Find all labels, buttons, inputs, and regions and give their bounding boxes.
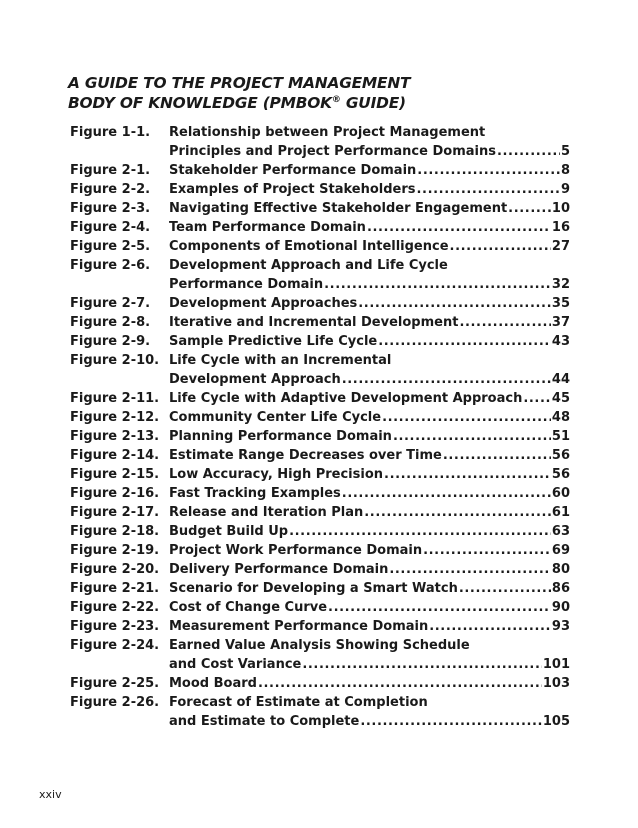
figure-page-number: 93 [551,619,570,634]
figure-title-line [169,655,570,674]
figure-label: Figure 2-2. [70,182,151,197]
figure-page-number: 51 [551,429,570,444]
dot-leader [302,655,542,674]
dot-leader [423,541,551,560]
figure-entry[interactable] [70,541,570,560]
figure-title: Project Work Performance Domain [169,543,423,558]
figure-title: Development Approach [169,372,341,387]
figure-entry[interactable] [70,560,570,579]
figure-title-line [169,484,570,503]
dot-leader [360,712,542,731]
figure-title-line [169,522,570,541]
figure-label: Figure 2-17. [70,505,160,520]
figure-label: Figure 2-26. [70,695,160,710]
page-number: xxiv [39,788,62,801]
figure-title: Community Center Life Cycle [169,410,382,425]
figure-title: Development Approaches [169,296,358,311]
figure-entry[interactable] [70,180,570,199]
dot-leader [328,598,551,617]
figure-label: Figure 2-5. [70,239,151,254]
figure-label: Figure 2-6. [70,258,151,273]
dot-leader [384,465,551,484]
figure-entry[interactable] [70,294,570,313]
figure-page-number: 45 [551,391,570,406]
heading-line-1: A GUIDE TO THE PROJECT MANAGEMENT [68,74,411,92]
figure-title: Forecast of Estimate at Completion [169,695,428,710]
figure-title: Navigating Effective Stakeholder Engagement [169,201,508,216]
figure-entry[interactable] [70,465,570,484]
section-heading [68,73,410,113]
dot-leader [459,579,551,598]
figure-entry[interactable] [70,389,570,408]
figure-entry[interactable] [70,598,570,617]
figure-title-line [169,598,570,617]
figure-title-line [169,503,570,522]
figure-title: Measurement Performance Domain [169,619,429,634]
figure-title: Sample Predictive Life Cycle [169,334,378,349]
figure-page-number: 56 [551,467,570,482]
figure-entry[interactable] [70,161,570,180]
figure-title: Principles and Project Performance Domains [169,144,496,159]
figure-label: Figure 2-8. [70,315,151,330]
figure-entry[interactable] [70,218,570,237]
figure-page-number: 48 [551,410,570,425]
figure-label: Figure 2-21. [70,581,160,596]
figure-entry[interactable] [70,408,570,427]
figure-entry[interactable] [70,123,570,161]
figure-title-line [169,579,570,598]
figure-page-number: 8 [560,163,570,178]
figure-page-number: 43 [551,334,570,349]
figure-label: Figure 2-19. [70,543,160,558]
figure-page-number: 35 [551,296,570,311]
figure-entry[interactable] [70,522,570,541]
figure-page-number: 80 [551,562,570,577]
dot-leader [459,313,550,332]
figure-title-line [169,294,570,313]
figure-title: Mood Board [169,676,257,691]
figure-title: Examples of Project Stakeholders [169,182,416,197]
dot-leader [389,560,551,579]
figure-label: Figure 1-1. [70,125,151,140]
dot-leader [450,237,551,256]
dot-leader [342,370,551,389]
figure-title: Planning Performance Domain [169,429,392,444]
figure-title-line [169,237,570,256]
figure-title: Cost of Change Curve [169,600,328,615]
figure-label: Figure 2-9. [70,334,151,349]
figure-page-number: 61 [551,505,570,520]
figure-title: Performance Domain [169,277,324,292]
figure-title-line [169,332,570,351]
figure-page-number: 44 [551,372,570,387]
figure-title: Life Cycle with an Incremental [169,353,392,368]
figure-label: Figure 2-11. [70,391,160,406]
figure-title-line [169,161,570,180]
dot-leader [382,408,551,427]
figure-title-line [169,674,570,693]
figure-title: Fast Tracking Examples [169,486,341,501]
figure-entry[interactable] [70,579,570,598]
figure-title: Development Approach and Life Cycle [169,258,448,273]
figure-title: Scenario for Developing a Smart Watch [169,581,458,596]
figure-label: Figure 2-15. [70,467,160,482]
figure-page-number: 37 [551,315,570,330]
figure-page-number: 103 [542,676,570,691]
figure-title-line [169,465,570,484]
figure-page-number: 5 [560,144,570,159]
figure-entry[interactable] [70,503,570,522]
figure-entry[interactable] [70,446,570,465]
figure-page-number: 32 [551,277,570,292]
figure-title-line [169,541,570,560]
figure-title: Release and Iteration Plan [169,505,364,520]
figure-label: Figure 2-24. [70,638,160,653]
figure-title-line [169,256,570,275]
dot-leader [417,161,560,180]
dot-leader [364,503,551,522]
figure-page-number: 63 [551,524,570,539]
figure-title: Earned Value Analysis Showing Schedule [169,638,470,653]
figure-title-line [169,693,570,712]
figure-page-number: 105 [542,714,570,729]
figure-label: Figure 2-3. [70,201,151,216]
figure-label: Figure 2-20. [70,562,160,577]
figure-entry[interactable] [70,674,570,693]
figure-page-number: 10 [551,201,570,216]
dot-leader [342,484,551,503]
figure-label: Figure 2-12. [70,410,160,425]
figure-title: Estimate Range Decreases over Time [169,448,442,463]
figure-title-line [169,636,570,655]
figure-label: Figure 2-18. [70,524,160,539]
figure-page-number: 9 [560,182,570,197]
dot-leader [393,427,551,446]
figure-title-line [169,123,570,142]
figure-entry[interactable] [70,484,570,503]
dot-leader [358,294,551,313]
figure-label: Figure 2-1. [70,163,151,178]
dot-leader [367,218,551,237]
figure-title: Delivery Performance Domain [169,562,389,577]
figure-title-line [169,370,570,389]
figure-title: Team Performance Domain [169,220,366,235]
figure-entry[interactable] [70,636,570,674]
heading-line-2 [68,93,410,113]
dot-leader [523,389,551,408]
dot-leader [429,617,551,636]
list-of-figures [70,123,570,731]
figure-entry[interactable] [70,693,570,731]
figure-label: Figure 2-4. [70,220,151,235]
figure-entry[interactable] [70,313,570,332]
figure-entry[interactable] [70,199,570,218]
dot-leader [497,142,560,161]
figure-title: Stakeholder Performance Domain [169,163,417,178]
dot-leader [508,199,551,218]
figure-title-line [169,408,570,427]
figure-title: Components of Emotional Intelligence [169,239,449,254]
figure-label: Figure 2-7. [70,296,151,311]
figure-entry[interactable] [70,332,570,351]
figure-title: Iterative and Incremental Development [169,315,459,330]
figure-title-line [169,199,570,218]
figure-page-number: 101 [542,657,570,672]
figure-title-line [169,275,570,294]
heading-line-2-suffix: GUIDE) [340,94,406,112]
figure-label: Figure 2-10. [70,353,160,368]
figure-title: Life Cycle with Adaptive Development Approach [169,391,523,406]
figure-title: and Estimate to Complete [169,714,360,729]
figure-page-number: 90 [551,600,570,615]
figure-entry[interactable] [70,427,570,446]
figure-entry[interactable] [70,256,570,294]
figure-title-line [169,389,570,408]
figure-page-number: 56 [551,448,570,463]
figure-label: Figure 2-25. [70,676,160,691]
figure-title: Low Accuracy, High Precision [169,467,384,482]
figure-title-line [169,142,570,161]
figure-entry[interactable] [70,351,570,389]
figure-label: Figure 2-23. [70,619,160,634]
dot-leader [289,522,551,541]
figure-label: Figure 2-16. [70,486,160,501]
figure-page-number: 16 [551,220,570,235]
figure-entry[interactable] [70,617,570,636]
dot-leader [378,332,551,351]
figure-page-number: 69 [551,543,570,558]
figure-label: Figure 2-13. [70,429,160,444]
figure-entry[interactable] [70,237,570,256]
figure-page-number: 27 [551,239,570,254]
figure-page-number: 60 [551,486,570,501]
dot-leader [417,180,560,199]
figure-title-line [169,351,570,370]
heading-line-2-text: BODY OF KNOWLEDGE (PMBOK [68,94,332,112]
figure-label: Figure 2-14. [70,448,160,463]
figure-label: Figure 2-22. [70,600,160,615]
figure-title-line [169,427,570,446]
figure-page-number: 86 [551,581,570,596]
dot-leader [258,674,542,693]
figure-title-line [169,712,570,731]
figure-title-line [169,560,570,579]
figure-title-line [169,218,570,237]
figure-title-line [169,180,570,199]
dot-leader [324,275,551,294]
figure-title-line [169,617,570,636]
figure-title-line [169,313,570,332]
dot-leader [443,446,551,465]
registered-mark: ® [331,95,341,105]
figure-title-line [169,446,570,465]
figure-title: Budget Build Up [169,524,289,539]
figure-title: Relationship between Project Management [169,125,486,140]
figure-title: and Cost Variance [169,657,302,672]
